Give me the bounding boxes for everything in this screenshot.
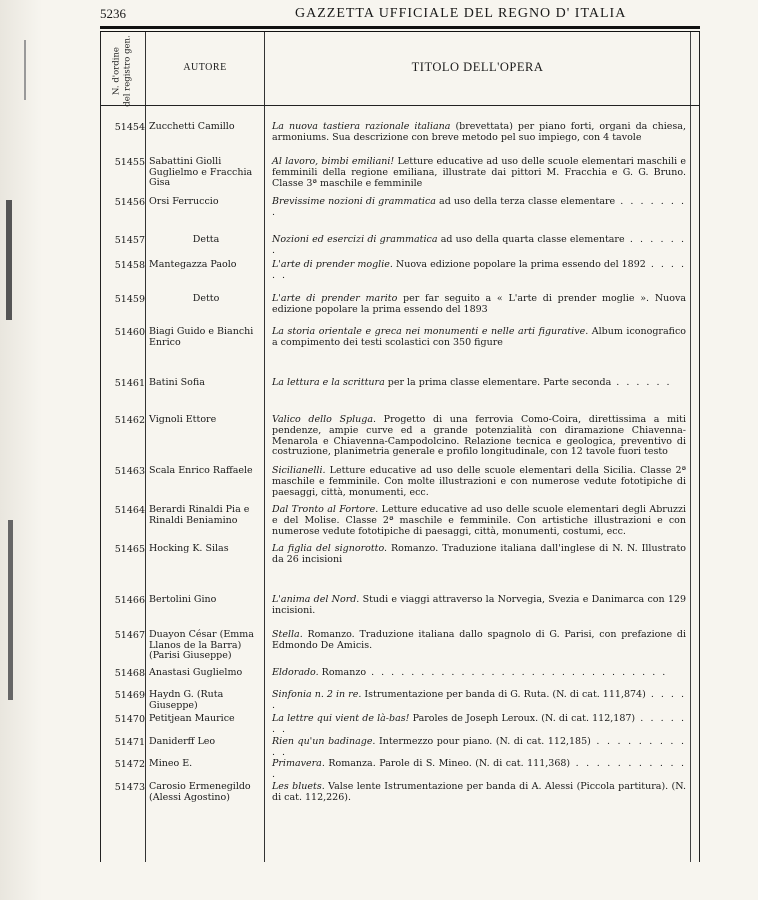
entry-title-rest: Romanza. Parole di S. Mineo. (N. di cat. 111,368) bbox=[324, 758, 571, 769]
entry-author: Detta bbox=[192, 234, 220, 245]
entry-number: 51455 bbox=[114, 157, 145, 168]
column-divider-margin bbox=[690, 32, 691, 862]
leader-dots: . . . . . bbox=[272, 689, 686, 711]
leader-dots: . . . . . . bbox=[611, 377, 672, 388]
entry-number: 51473 bbox=[114, 782, 145, 793]
column-header-number bbox=[104, 35, 142, 107]
entry-number: 51465 bbox=[114, 544, 145, 555]
entry-title-italic: Nozioni ed esercizi di grammatica bbox=[272, 234, 438, 245]
column-divider-author bbox=[264, 32, 265, 862]
leader-dots: . . . . . . . bbox=[272, 713, 686, 735]
entry-title-rest: Valse lente Istrumentazione per banda di A. Alessi (Piccola partitura). (N. di cat. 112,226). bbox=[272, 781, 686, 803]
entry-title-italic: Valico dello Spluga. bbox=[272, 414, 377, 425]
entry-title bbox=[272, 714, 686, 736]
page-header bbox=[100, 2, 700, 26]
entry-number: 51456 bbox=[114, 197, 145, 208]
header-rule-thick bbox=[100, 26, 700, 29]
entry-title-rest: Intermezzo pour piano. (N. di cat. 112,185) bbox=[375, 736, 591, 747]
leader-dots: . . . . . . . . bbox=[272, 196, 686, 218]
entry-title bbox=[272, 505, 686, 537]
entry-number: 51464 bbox=[114, 505, 145, 516]
entry-title bbox=[272, 327, 686, 349]
header-row-divider bbox=[100, 105, 700, 106]
entry-title-italic: La lettre qui vient de là-bas! bbox=[272, 713, 410, 724]
entry-author: Daniderff Leo bbox=[149, 736, 216, 747]
entry-title-rest: (brevettata) per piano forti, organi da chiesa, armoniums. Sua descrizione con breve metodo pel suo impiego, con 4 tavole bbox=[272, 121, 686, 143]
entry-author: Detto bbox=[192, 293, 220, 304]
entry-title-italic: La nuova tastiera razionale italiana bbox=[272, 121, 451, 132]
entry-title-italic: Brevissime nozioni di grammatica bbox=[272, 196, 436, 207]
entry-title-italic: Eldorado. bbox=[272, 667, 319, 678]
entry-title-italic: La figlia del signorotto. bbox=[272, 543, 388, 554]
entry-title bbox=[272, 630, 686, 652]
entry-author: Berardi Rinaldi Pia e Rinaldi Beniamino bbox=[149, 504, 250, 526]
entry-author: Mineo E. bbox=[149, 758, 193, 769]
entry-author: Anastasi Guglielmo bbox=[149, 667, 243, 678]
entry-author: Bertolini Gino bbox=[149, 594, 217, 605]
entry-number: 51461 bbox=[114, 378, 145, 389]
leader-dots: . . . . . . . bbox=[272, 234, 686, 256]
entry-title bbox=[272, 544, 686, 566]
leader-dots: . . . . . . . . . . . . bbox=[272, 758, 686, 780]
column-header-author: AUTORE bbox=[183, 62, 227, 73]
entry-title bbox=[272, 668, 686, 679]
entry-number: 51457 bbox=[114, 235, 145, 246]
entry-title-italic: L'arte di prender moglie. bbox=[272, 259, 393, 270]
entry-title bbox=[272, 157, 686, 189]
entry-author: Petitjean Maurice bbox=[149, 713, 235, 724]
entry-number: 51462 bbox=[114, 415, 145, 426]
entry-title bbox=[272, 737, 686, 759]
column-divider-number bbox=[145, 32, 146, 862]
entry-title-italic: Les bluets. bbox=[272, 781, 325, 792]
entry-title bbox=[272, 235, 686, 257]
entry-author: Carosio Ermenegildo (Alessi Agostino) bbox=[149, 781, 251, 803]
column-header-number-line1: N. d'ordine bbox=[112, 47, 123, 95]
entry-title-italic: L'arte di prender marito bbox=[272, 293, 398, 304]
entry-title bbox=[272, 690, 686, 712]
gazette-title: GAZZETTA UFFICIALE DEL REGNO D' ITALIA bbox=[295, 6, 627, 21]
scan-mark bbox=[24, 40, 26, 100]
entry-title bbox=[272, 759, 686, 781]
entry-author: Scala Enrico Raffaele bbox=[149, 465, 253, 476]
entry-author: Duayon César (Emma Llanos de la Barra) (Parisi Giuseppe) bbox=[149, 629, 254, 662]
entry-title bbox=[272, 415, 686, 458]
leader-dots: . . . . . . . . . . . bbox=[272, 736, 687, 758]
entry-number: 51470 bbox=[114, 714, 145, 725]
entry-title-rest: Istrumentazione per banda di G. Ruta. (N. di cat. 111,874) bbox=[361, 689, 646, 700]
entry-title bbox=[272, 782, 686, 804]
entry-title-rest: Letture educative ad uso delle scuole elementari della Sicilia. Classe 2ª maschile e femminile. Con molte illustrazioni e con numerose vedute fototipiche di paesaggi, città, monumenti, ecc. bbox=[272, 465, 686, 498]
entry-title-rest: Progetto di una ferrovia Como-Coira, direttissima a miti pendenze, ampie curve ed a grande potenzialità con diramazione Chiavenna-Menarola e Chiavenna-Campodolcino. Relazione tecnica e geologica, preventivo di costruzione, planimetria generale e profilo longitudinale, con 12 tavole fuori testo bbox=[272, 414, 686, 458]
scan-edge bbox=[0, 0, 42, 900]
entry-title-rest: Letture educative ad uso delle scuole elementari degli Abruzzi e del Molise. Classe 2ª maschile e femminile. Con artistiche illustrazioni e con numerose vedute fototipiche di paesaggi, città, monumenti, costumi, ecc. bbox=[272, 504, 686, 537]
entry-title-italic: La storia orientale e greca nei monumenti e nelle arti figurative. bbox=[272, 326, 589, 337]
leader-dots: . . . . . . . . . . . . . . . . . . . . . . . . . . . . . . bbox=[366, 667, 668, 678]
entry-title-rest: Paroles de Joseph Leroux. (N. di cat. 112,187) bbox=[409, 713, 636, 724]
entry-title-italic: Stella. bbox=[272, 629, 303, 640]
entry-title-rest: Romanzo. Traduzione italiana dallo spagnolo di G. Parisi, con prefazione di Edmondo De Amicis. bbox=[272, 629, 686, 651]
entry-number: 51468 bbox=[114, 668, 145, 679]
entry-title-italic: La lettura e la scrittura bbox=[272, 377, 385, 388]
entry-author: Zucchetti Camillo bbox=[149, 121, 235, 132]
entry-title bbox=[272, 294, 686, 316]
entry-title-italic: Primavera. bbox=[272, 758, 325, 769]
leader-dots: . . . . . . bbox=[272, 259, 686, 281]
entry-number: 51463 bbox=[114, 466, 145, 477]
entry-title-rest: Romanzo bbox=[318, 667, 367, 678]
entry-author: Batini Sofia bbox=[149, 377, 205, 388]
entry-title-italic: L'anima del Nord. bbox=[272, 594, 360, 605]
entry-number: 51459 bbox=[114, 294, 145, 305]
entry-title-rest: per far seguito a « L'arte di prender moglie ». Nuova edizione popolare la prima essendo del 1893 bbox=[272, 293, 687, 315]
entry-title-rest: ad uso della terza classe elementare bbox=[435, 196, 616, 207]
page-number: 5236 bbox=[100, 6, 126, 21]
entry-number: 51454 bbox=[114, 122, 145, 133]
table-border-right bbox=[699, 32, 700, 862]
entry-number: 51458 bbox=[114, 260, 145, 271]
entry-title-italic: Dal Tronto al Fortore. bbox=[272, 504, 379, 515]
entry-number: 51467 bbox=[114, 630, 145, 641]
entry-author: Mantegazza Paolo bbox=[149, 259, 237, 270]
entry-title-rest: Romanzo. Traduzione italiana dall'inglese di N. N. Illustrato da 26 incisioni bbox=[272, 543, 687, 565]
entry-title-rest: per la prima classe elementare. Parte seconda bbox=[384, 377, 612, 388]
entry-title bbox=[272, 466, 686, 498]
entry-title bbox=[272, 260, 686, 282]
entry-author: Hocking K. Silas bbox=[149, 543, 229, 554]
entry-author: Vignoli Ettore bbox=[149, 414, 217, 425]
entry-number: 51471 bbox=[114, 737, 145, 748]
entry-title-rest: Album iconografico a compimento dei testi scolastici con 350 figure bbox=[272, 326, 686, 348]
entry-title bbox=[272, 122, 686, 144]
entry-title-italic: Al lavoro, bimbi emiliani! bbox=[272, 156, 395, 167]
column-header-title: TITOLO DELL'OPERA bbox=[411, 60, 544, 74]
entry-author: Haydn G. (Ruta Giuseppe) bbox=[149, 689, 224, 711]
entry-title-rest: Letture educative ad uso delle scuole elementari maschili e femminili della regione emiliana, illustrate dai pittori M. Fracchia e G. G. Bruno. Classe 3ª maschile e femminile bbox=[272, 156, 686, 189]
column-header-number-line2: del registro gen. bbox=[123, 35, 134, 107]
entry-title bbox=[272, 197, 686, 219]
entry-number: 51460 bbox=[114, 327, 145, 338]
entry-title-italic: Rien qu'un badinage. bbox=[272, 736, 376, 747]
entry-title-italic: Sicilianelli. bbox=[272, 465, 326, 476]
scan-mark bbox=[8, 520, 13, 700]
entry-author: Orsi Ferruccio bbox=[149, 196, 219, 207]
header-rule-thin bbox=[100, 31, 700, 32]
entry-title-italic: Sinfonia n. 2 in re. bbox=[272, 689, 362, 700]
entry-title-rest: Studi e viaggi attraverso la Norvegia, Svezia e Danimarca con 129 incisioni. bbox=[272, 594, 687, 616]
entry-title bbox=[272, 378, 686, 389]
entry-author: Sabattini Giolli Guglielmo e Fracchia Gisa bbox=[149, 156, 253, 189]
entry-title-rest: ad uso della quarta classe elementare bbox=[437, 234, 625, 245]
entry-number: 51472 bbox=[114, 759, 145, 770]
entry-title-rest: Nuova edizione popolare la prima essendo del 1892 bbox=[392, 259, 646, 270]
entry-author: Biagi Guido e Bianchi Enrico bbox=[149, 326, 254, 348]
entry-number: 51466 bbox=[114, 595, 145, 606]
entry-number: 51469 bbox=[114, 690, 145, 701]
entry-title bbox=[272, 595, 686, 617]
scan-mark bbox=[6, 200, 12, 320]
